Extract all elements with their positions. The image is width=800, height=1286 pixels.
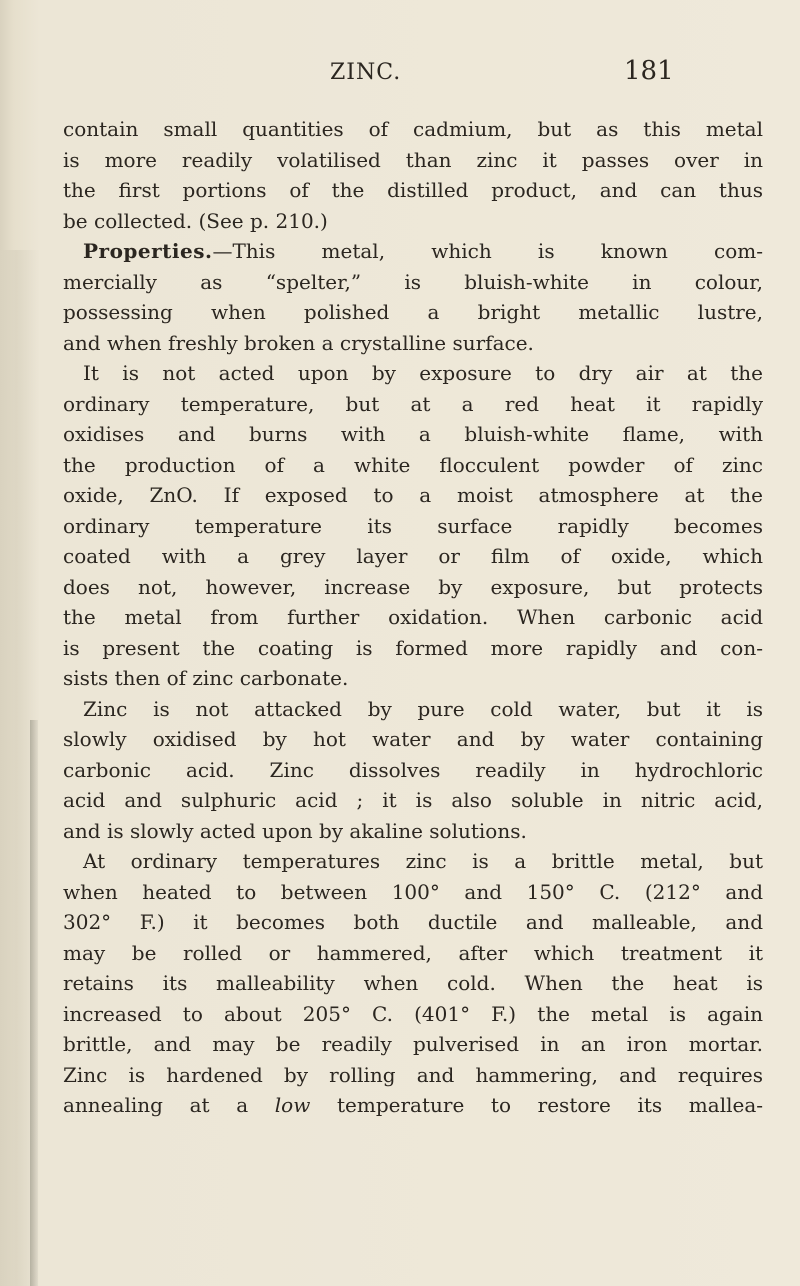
text-line <box>63 602 763 633</box>
text-fragment: Zinc is hardened by rolling and hammering, and requires <box>63 1062 763 1087</box>
text-line <box>63 1060 763 1091</box>
text-line <box>63 694 763 725</box>
text-line <box>63 480 763 511</box>
text-line <box>63 267 763 298</box>
text-fragment: contain small quantities of cadmium, but as this metal <box>63 117 763 141</box>
text-fragment: —This metal, which is known com- <box>212 239 763 263</box>
text-fragment: Zinc is not attacked by pure cold water, but it is <box>83 696 763 721</box>
binding-shadow <box>30 720 38 1286</box>
text-line <box>63 358 763 389</box>
text-fragment: the metal from further oxidation. When carbonic acid <box>63 605 763 629</box>
text-fragment: temperature to restore its mallea- <box>310 1093 763 1117</box>
text-fragment: oxide, ZnO. If exposed to a moist atmosphere at the <box>63 483 763 507</box>
text-fragment: sists then of zinc carbonate. <box>63 666 349 690</box>
text-fragment: oxidises and burns with a bluish-white flame, with <box>63 422 763 446</box>
text-fragment: brittle, and may be readily pulverised in an iron mortar. <box>63 1032 763 1056</box>
text-fragment: It is not acted upon by exposure to dry air at the <box>83 361 763 385</box>
text-fragment: is present the coating is formed more rapidly and con- <box>63 635 763 660</box>
text-line <box>63 175 763 206</box>
text-fragment: At ordinary temperatures zinc is a brittle metal, but <box>83 849 763 873</box>
text-fragment: when heated to between 100° and 150° C. (212° and <box>63 879 763 904</box>
text-fragment: mercially as “spelter,” is bluish-white in colour, <box>63 269 763 294</box>
text-line <box>63 541 763 572</box>
text-line <box>63 236 763 267</box>
text-fragment: annealing at a <box>63 1093 275 1117</box>
text-line <box>63 968 763 999</box>
text-line <box>63 328 763 359</box>
page-header <box>0 54 800 94</box>
text-line <box>63 114 763 145</box>
text-fragment: ordinary temperature, but at a red heat it rapidly <box>63 391 763 416</box>
text-line <box>63 389 763 420</box>
text-line <box>63 663 763 694</box>
section-heading: Properties. <box>83 239 213 263</box>
text-line <box>63 572 763 603</box>
text-line <box>63 633 763 664</box>
text-fragment: possessing when polished a bright metallic lustre, <box>63 300 763 324</box>
text-line <box>63 419 763 450</box>
text-line <box>63 145 763 176</box>
text-fragment: is more readily volatilised than zinc it passes over in <box>63 147 763 172</box>
text-fragment: increased to about 205° C. (401° F.) the metal is again <box>63 1001 763 1026</box>
text-line <box>63 785 763 816</box>
text-line <box>63 938 763 969</box>
text-fragment: slowly oxidised by hot water and by water containing <box>63 727 763 751</box>
text-line <box>63 1090 763 1121</box>
text-fragment: the production of a white flocculent powder of zinc <box>63 452 763 477</box>
text-fragment: carbonic acid. Zinc dissolves readily in hydrochloric <box>63 757 763 782</box>
text-line <box>63 816 763 847</box>
text-fragment: the first portions of the distilled product, and can thus <box>63 178 763 202</box>
body-text <box>63 114 763 1121</box>
text-fragment: acid and sulphuric acid ; it is also soluble in nitric acid, <box>63 788 763 812</box>
text-fragment: 302° F.) it becomes both ductile and malleable, and <box>63 910 763 934</box>
text-line <box>63 846 763 877</box>
text-line <box>63 297 763 328</box>
text-fragment: ordinary temperature its surface rapidly becomes <box>63 513 763 538</box>
text-line <box>63 1029 763 1060</box>
running-head: ZINC. <box>330 60 402 85</box>
text-line <box>63 877 763 908</box>
text-fragment: does not, however, increase by exposure, but protects <box>63 574 763 599</box>
text-fragment: be collected. (See p. 210.) <box>63 208 328 233</box>
text-fragment: and is slowly acted upon by akaline solutions. <box>63 818 527 843</box>
page-number: 181 <box>624 56 674 86</box>
emphasis-word: low <box>274 1093 311 1117</box>
text-line <box>63 755 763 786</box>
text-fragment: may be rolled or hammered, after which treatment it <box>63 940 763 965</box>
text-line <box>63 724 763 755</box>
text-line <box>63 999 763 1030</box>
text-fragment: and when freshly broken a crystalline surface. <box>63 330 534 355</box>
text-fragment: coated with a grey layer or film of oxide, which <box>63 544 763 568</box>
text-fragment: retains its malleability when cold. When the heat is <box>63 971 763 995</box>
text-line <box>63 511 763 542</box>
text-line <box>63 907 763 938</box>
text-line <box>63 450 763 481</box>
text-line <box>63 206 763 237</box>
